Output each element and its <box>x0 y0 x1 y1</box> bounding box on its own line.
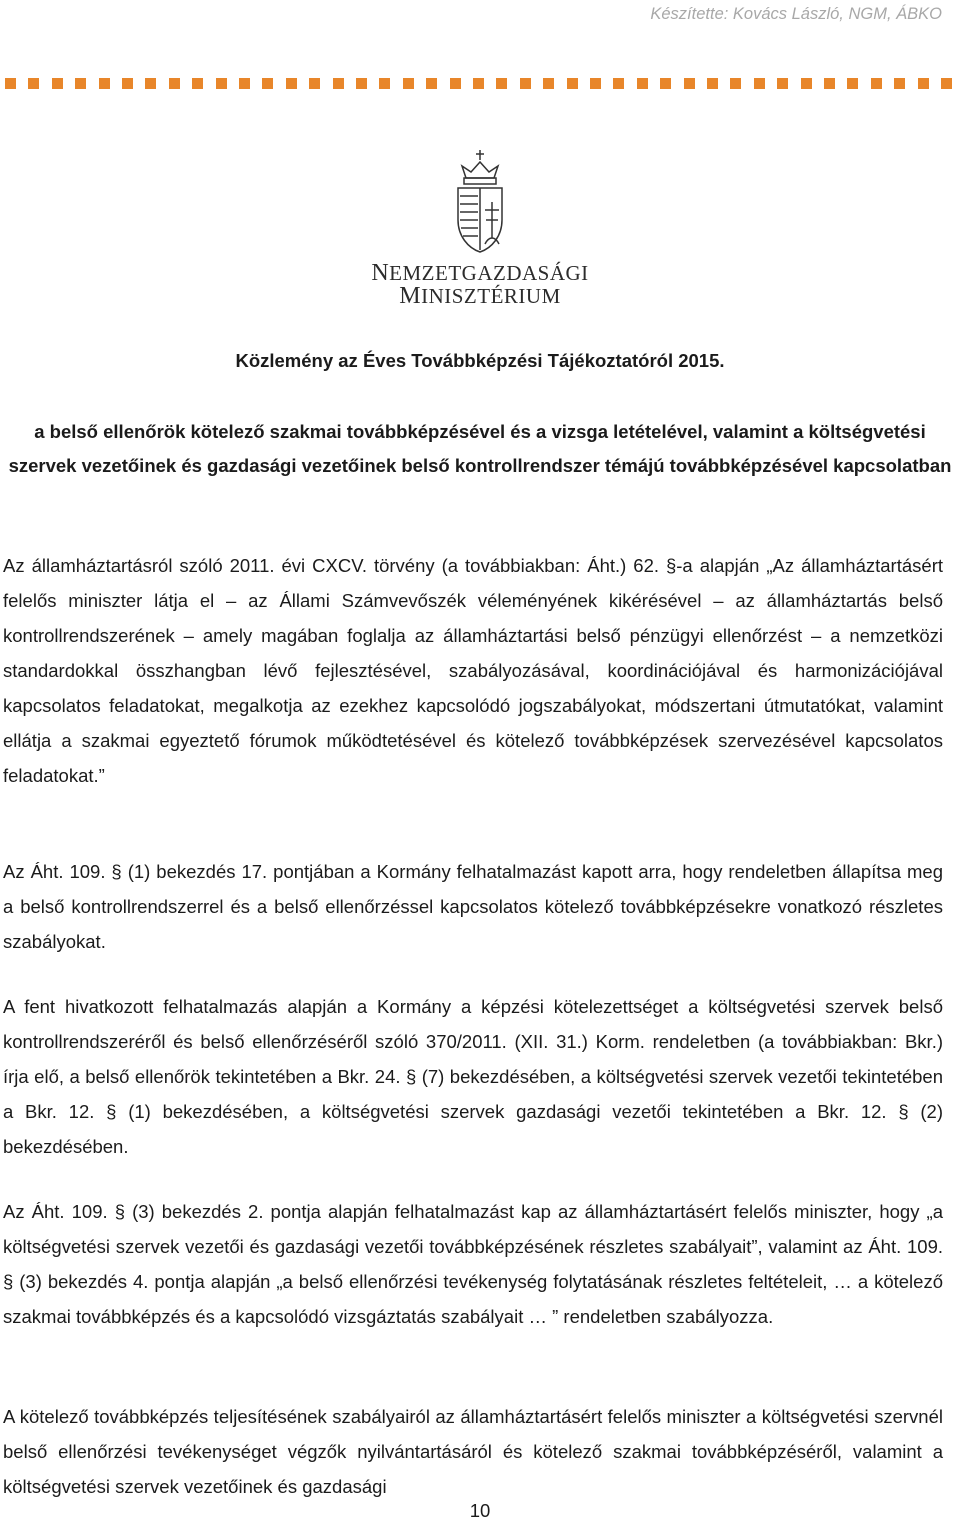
paragraph: A kötelező továbbképzés teljesítésének szabályairól az államháztartásért felelős miniszter a költségvetési szervnél belső ellenőrzési tevékenységet végzők nyilvántartásáról és kötelező szakmai továbbképzéséről, valamint a költségvetési szervek vezetőinek és gazdasági <box>3 1406 943 1497</box>
border-dot <box>730 78 741 89</box>
border-dot <box>590 78 601 89</box>
border-dot <box>777 78 788 89</box>
border-dot <box>379 78 390 89</box>
border-dot <box>426 78 437 89</box>
paragraph: Az Áht. 109. § (1) bekezdés 17. pontjában a Kormány felhatalmazást kapott arra, hogy rendeletben állapítsa meg a belső kontrollrendszerrel és a belső ellenőrzéssel kapcsolatos kötelező továbbképzésekre vonatkozó részletes szabályokat. <box>3 861 943 952</box>
document-title: Közlemény az Éves Továbbképzési Tájékoztatóról 2015. <box>235 350 725 371</box>
border-dot <box>707 78 718 89</box>
border-dot <box>75 78 86 89</box>
border-dot <box>356 78 367 89</box>
paragraph: A fent hivatkozott felhatalmazás alapján a Kormány a képzési kötelezettséget a költségvetési szervek belső kontrollrendszeréről és belső ellenőrzéséről szóló 370/2011. (XII. 31.) Korm. rendeletben (a továbbiakban: Bkr.) írja elő, a belső ellenőrök tekintetében a Bkr. 24. § (7) bekezdésében, a költségvetési szervek vezetői tekintetében a Bkr. 12. § (1) bekezdésében, a költségvetési szervek gazdasági vezetői tekintetében a Bkr. 12. § (2) bekezdésében. <box>3 996 943 1157</box>
document-subtitle: a belső ellenőrök kötelező szakmai továbbképzésével és a vizsga letételével, valamint a költségvetési szervek vezetőinek és gazdasági vezetőinek belső kontrollrendszer témájú továbbképzésével kapcsolatban <box>8 421 952 476</box>
border-dot <box>567 78 578 89</box>
border-dot <box>754 78 765 89</box>
border-dot <box>333 78 344 89</box>
border-dot <box>660 78 671 89</box>
border-dot <box>450 78 461 89</box>
border-dot <box>403 78 414 89</box>
border-dot <box>637 78 648 89</box>
border-dot <box>824 78 835 89</box>
decorative-dot-border <box>0 78 960 90</box>
border-dot <box>941 78 952 89</box>
border-dot <box>239 78 250 89</box>
border-dot <box>99 78 110 89</box>
ministry-name: NEMZETGAZDASÁGI MINISZTÉRIUM <box>371 260 589 309</box>
border-dot <box>122 78 133 89</box>
border-dot <box>473 78 484 89</box>
border-dot <box>145 78 156 89</box>
author-credit: Készítette: Kovács László, NGM, ÁBKO <box>650 5 942 23</box>
border-dot <box>192 78 203 89</box>
border-dot <box>801 78 812 89</box>
border-dot <box>918 78 929 89</box>
page-number: 10 <box>469 1500 491 1521</box>
border-dot <box>262 78 273 89</box>
border-dot <box>286 78 297 89</box>
border-dot <box>309 78 320 89</box>
border-dot <box>894 78 905 89</box>
border-dot <box>216 78 227 89</box>
border-dot <box>543 78 554 89</box>
paragraph: Az Áht. 109. § (3) bekezdés 2. pontja alapján felhatalmazást kap az államháztartásért felelős miniszter, hogy „a költségvetési szervek vezetői és gazdasági vezetői továbbképzésének részletes szabályait”, valamint az Áht. 109. § (3) bekezdés 4. pontja alapján „a belső ellenőrzési tevékenység folytatásának részletes feltételeit, … a kötelező szakmai továbbképzés és a kapcsolódó vizsgáztatás szabályait … ” rendeletben szabályozza. <box>3 1201 943 1327</box>
border-dot <box>520 78 531 89</box>
border-dot <box>871 78 882 89</box>
border-dot <box>496 78 507 89</box>
border-dot <box>28 78 39 89</box>
paragraph: Az államháztartásról szóló 2011. évi CXCV. törvény (a továbbiakban: Áht.) 62. §-a alapján „Az államháztartásért felelős miniszter látja el – az Állami Számvevőszék véleményének kikérésével – az államháztartás belső kontrollrendszerének – amely magában foglalja az államháztartási belső pénzügyi ellenőrzést – a nemzetközi standardokkal összhangban lévő fejlesztésével, szabályozásával, koordinációjával és harmonizációjával kapcsolatos feladatokat, megalkotja az ezekhez kapcsolódó jogszabályokat, módszertani útmutatókat, valamint ellátja a szakmai egyeztető fórumok működtetésével és kötelező továbbképzések szervezésével kapcsolatos feladatokat.” <box>3 555 943 786</box>
border-dot <box>613 78 624 89</box>
border-dot <box>5 78 16 89</box>
border-dot <box>169 78 180 89</box>
border-dot <box>52 78 63 89</box>
border-dot <box>684 78 695 89</box>
border-dot <box>847 78 858 89</box>
coat-of-arms-icon <box>452 148 508 256</box>
ministry-logo <box>0 148 960 308</box>
